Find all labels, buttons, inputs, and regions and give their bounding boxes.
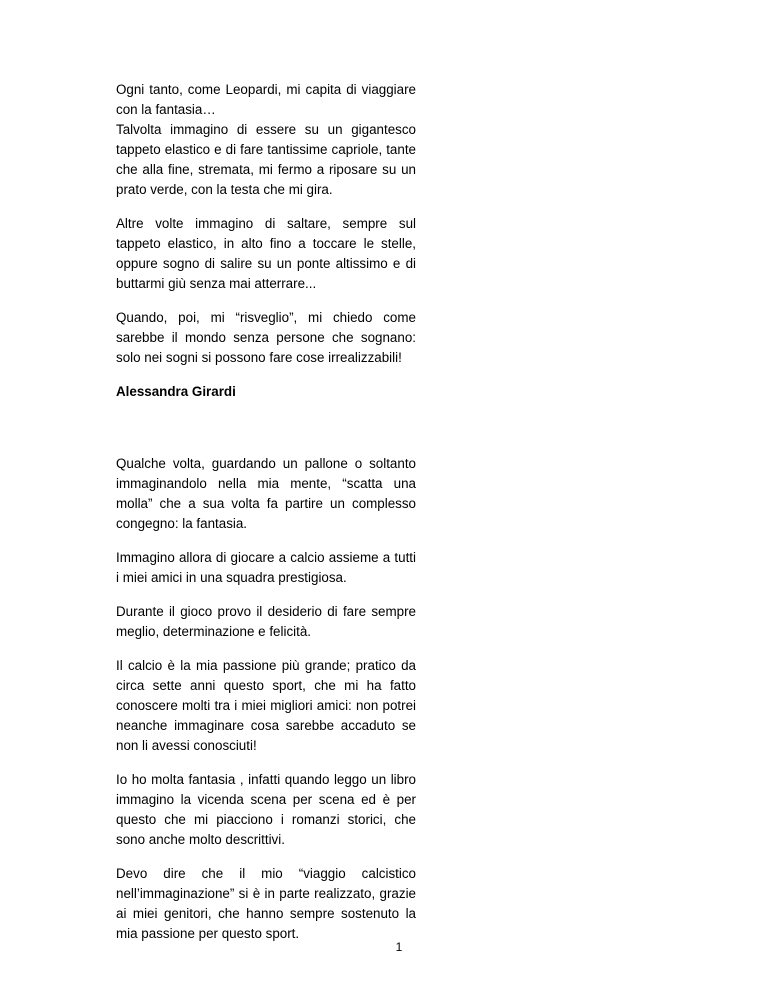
author-name: Alessandra Girardi — [116, 384, 236, 399]
document-body — [116, 80, 416, 958]
section-gap — [116, 402, 416, 454]
paragraph: Immagino allora di giocare a calcio assieme a tutti i miei amici in una squadra prestigiosa. — [116, 550, 416, 585]
paragraph: Durante il gioco provo il desiderio di fare sempre meglio, determinazione e felicità. — [116, 604, 416, 639]
paragraph: Quando, poi, mi “risveglio”, mi chiedo come sarebbe il mondo senza persone che sognano: solo nei sogni si possono fare cose irrealizzabili! — [116, 310, 416, 365]
paragraph: Io ho molta fantasia , infatti quando leggo un libro immagino la vicenda scena per scena ed è per questo che mi piacciono i romanzi storici, che sono anche molto descrittivi. — [116, 772, 416, 847]
paragraph: Altre volte immagino di saltare, sempre sul tappeto elastico, in alto fino a toccare le stelle, oppure sogno di salire su un ponte altissimo e di buttarmi giù senza mai atterrare... — [116, 216, 416, 291]
paragraph: Il calcio è la mia passione più grande; pratico da circa sette anni questo sport, che mi ha fatto conoscere molti tra i miei migliori amici: non potrei neanche immaginare cosa sarebbe accaduto se non li avessi conosciuti! — [116, 658, 416, 753]
paragraph: Qualche volta, guardando un pallone o soltanto immaginandolo nella mia mente, “scatta una molla” che a sua volta fa partire un complesso congegno: la fantasia. — [116, 456, 416, 531]
page-number: 1 — [395, 940, 403, 954]
paragraph: Ogni tanto, come Leopardi, mi capita di viaggiare con la fantasia… Talvolta immagino di essere su un gigantesco tappeto elastico e di fare tantissime capriole, tante che alla fine, stremata, mi fermo a riposare su un prato verde, con la testa che mi gira. — [116, 82, 416, 197]
paragraph: Devo dire che il mio “viaggio calcistico nell’immaginazione” si è in parte realizzato, grazie ai miei genitori, che hanno sempre sostenuto la mia passione per questo sport. — [116, 866, 416, 941]
